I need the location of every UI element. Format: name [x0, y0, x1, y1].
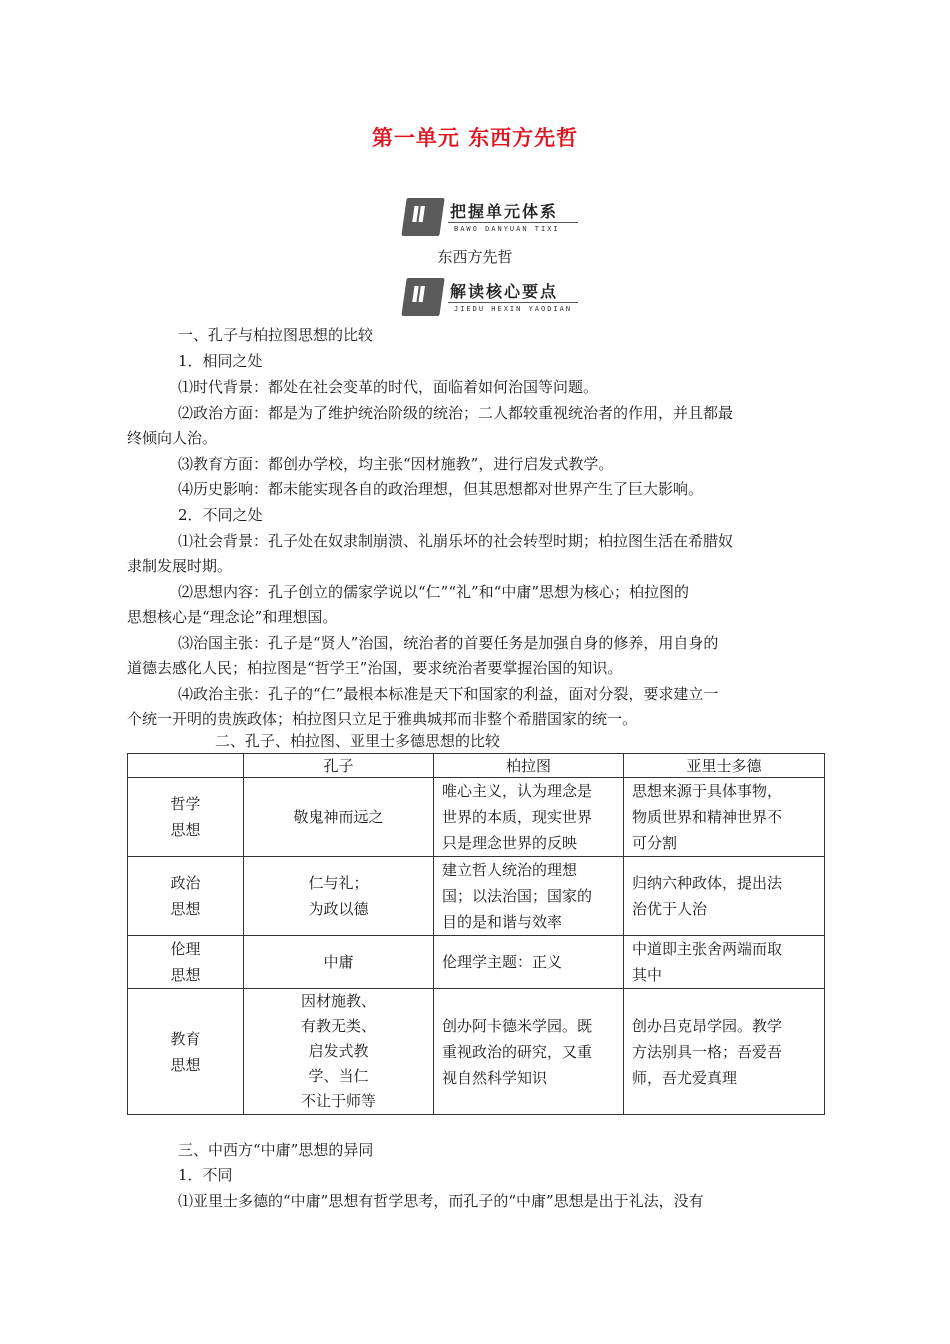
table-header-row — [128, 754, 825, 778]
row-label: 教育 思想 — [128, 989, 244, 1115]
paragraph: 隶制发展时期。 — [127, 557, 233, 575]
table-row — [128, 857, 825, 936]
table-header: 亚里士多德 — [624, 754, 825, 778]
banner-core-points — [404, 278, 584, 320]
banner-logo-icon: Ⅱ — [401, 198, 444, 236]
paragraph: 终倾向人治。 — [127, 429, 218, 447]
banner-subtitle: BAWO DANYUAN TIXI — [454, 225, 560, 233]
row-label: 伦理 思想 — [128, 936, 244, 989]
table-header: 柏拉图 — [434, 754, 624, 778]
plato-cell: 创办阿卡德米学园。既 重视政治的研究，又重 视自然科学知识 — [434, 989, 624, 1115]
comparison-table — [127, 753, 825, 1115]
paragraph: ⑶教育方面：都创办学校，均主张“因材施教”，进行启发式教学。 — [178, 455, 614, 473]
paragraph: ⑷政治主张：孔子的“仁”最根本标准是天下和国家的利益，面对分裂，要求建立一 — [178, 685, 719, 703]
page-title: 第一单元 东西方先哲 — [371, 126, 579, 150]
paragraph: ⑵政治方面：都是为了维护统治阶级的统治；二人都较重视统治者的作用，并且都最 — [178, 404, 734, 422]
paragraph: ⑴时代背景：都处在社会变革的时代，面临着如何治国等问题。 — [178, 378, 599, 396]
diff-heading: 2．不同之处 — [178, 506, 263, 524]
kongzi-cell: 因材施教、 有教无类、 启发式教 学、当仁 不让于师等 — [244, 989, 434, 1115]
diff-heading: 1．不同 — [178, 1166, 233, 1184]
table-row — [128, 936, 825, 989]
kongzi-cell: 敬鬼神而远之 — [244, 778, 434, 857]
paragraph: ⑴亚里士多德的“中庸”思想有哲学思考，而孔子的“中庸”思想是出于礼法，没有 — [178, 1192, 704, 1210]
plato-cell: 伦理学主题：正义 — [434, 936, 624, 989]
paragraph: 思想核心是“理念论”和理想国。 — [127, 608, 338, 626]
section1-heading: 一、孔子与柏拉图思想的比较 — [178, 326, 374, 344]
paragraph: ⑵思想内容：孔子创立的儒家学说以“仁”“礼”和“中庸”思想为核心；柏拉图的 — [178, 583, 690, 601]
banner-subtitle: JIEDU HEXIN YAODIAN — [454, 305, 573, 313]
paragraph: 个统一开明的贵族政体；柏拉图只立足于雅典城邦而非整个希腊国家的统一。 — [127, 710, 638, 728]
aristotle-cell: 创办吕克昂学园。教学 方法别具一格；吾爱吾 师，吾尤爱真理 — [624, 989, 825, 1115]
aristotle-cell: 归纳六种政体，提出法 治优于人治 — [624, 857, 825, 936]
paragraph: 道德去感化人民；柏拉图是“哲学王”治国，要求统治者要掌握治国的知识。 — [127, 659, 623, 677]
unit-system-text: 东西方先哲 — [437, 248, 513, 266]
table-row — [128, 778, 825, 857]
paragraph: ⑷历史影响：都未能实现各自的政治理想，但其思想都对世界产生了巨大影响。 — [178, 480, 704, 498]
banner-title: 把握单元体系 — [450, 202, 559, 221]
kongzi-cell: 中庸 — [244, 936, 434, 989]
section3-heading: 三、中西方“中庸”思想的异同 — [178, 1141, 374, 1159]
banner-logo-icon: Ⅱ — [401, 278, 444, 316]
section2-heading: 二、孔子、柏拉图、亚里士多德思想的比较 — [215, 732, 501, 750]
kongzi-cell: 仁与礼； 为政以德 — [244, 857, 434, 936]
table-header: 孔子 — [244, 754, 434, 778]
aristotle-cell: 中道即主张舍两端而取 其中 — [624, 936, 825, 989]
paragraph: ⑴社会背景：孔子处在奴隶制崩溃、礼崩乐坏的社会转型时期；柏拉图生活在希腊奴 — [178, 532, 734, 550]
plato-cell: 唯心主义，认为理念是 世界的本质，现实世界 只是理念世界的反映 — [434, 778, 624, 857]
row-label: 政治 思想 — [128, 857, 244, 936]
plato-cell: 建立哲人统治的理想 国；以法治国；国家的 目的是和谐与效率 — [434, 857, 624, 936]
same-heading: 1．相同之处 — [178, 352, 263, 370]
banner-title: 解读核心要点 — [450, 282, 559, 301]
aristotle-cell: 思想来源于具体事物， 物质世界和精神世界不 可分割 — [624, 778, 825, 857]
banner-unit-system — [404, 198, 584, 240]
table-header — [128, 754, 244, 778]
paragraph: ⑶治国主张：孔子是“贤人”治国，统治者的首要任务是加强自身的修养，用自身的 — [178, 634, 719, 652]
row-label: 哲学 思想 — [128, 778, 244, 857]
table-row — [128, 989, 825, 1115]
